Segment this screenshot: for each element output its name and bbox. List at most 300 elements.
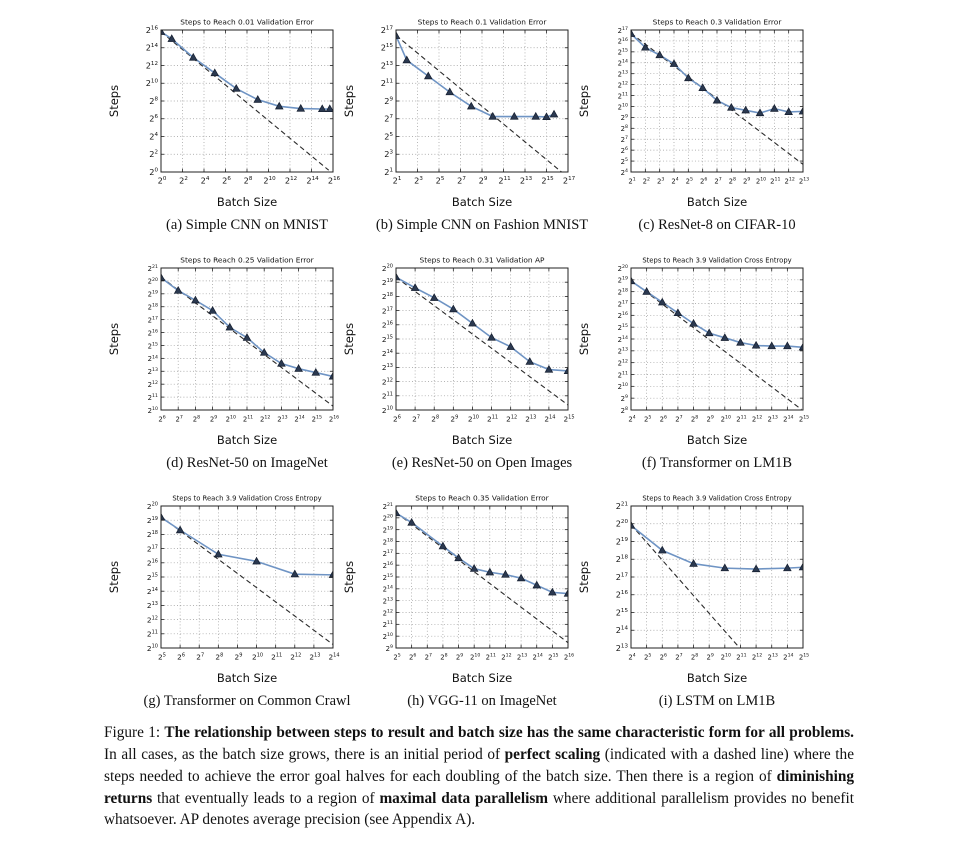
y-tick-label: $2^{13}$	[147, 368, 158, 377]
x-tick-label: $2^{13}$	[519, 175, 533, 186]
y-tick-label: $2^9$	[384, 95, 393, 106]
chart-simple-cnn-fashion-mnist	[340, 14, 575, 214]
x-tick-label: $2^7$	[714, 177, 722, 186]
steps-curve	[396, 277, 568, 371]
caption-text-segment: Figure 1:	[104, 724, 165, 741]
y-tick-label: $2^{17}$	[382, 550, 393, 559]
y-tick-label: $2^{15}$	[617, 323, 628, 332]
grid-lines	[396, 268, 568, 410]
x-tick-label: $2^{13}$	[309, 652, 321, 662]
x-tick-label: $2^0$	[157, 175, 167, 186]
x-tick-label: $2^1$	[392, 175, 402, 186]
x-axis-label: Batch Size	[686, 195, 748, 209]
x-tick-label: $2^{10}$	[263, 175, 276, 186]
y-tick-label: $2^{13}$	[615, 642, 628, 653]
y-tick-label: $2^{17}$	[381, 306, 393, 316]
x-axis-label: Batch Size	[686, 671, 748, 685]
y-tick-label: $2^{10}$	[617, 383, 628, 392]
y-tick-label: $2^{10}$	[382, 632, 393, 641]
x-tick-label: $2^6$	[659, 415, 667, 424]
y-tick-label: $2^{13}$	[617, 70, 628, 79]
x-tick-label: $2^2$	[642, 177, 651, 186]
y-tick-label: $2^{19}$	[147, 290, 158, 299]
subcaption-g	[143, 693, 351, 710]
y-tick-label: $2^{13}$	[380, 60, 393, 71]
x-tick-label: $2^6$	[158, 415, 166, 424]
y-tick-label: $2^{17}$	[617, 300, 628, 309]
chart-title: Steps to Reach 0.3 Validation Error	[652, 17, 782, 27]
chart-resnet50-imagenet	[105, 252, 340, 452]
y-tick-label: $2^{19}$	[617, 276, 628, 285]
x-tick-label: $2^{14}$	[532, 653, 543, 662]
y-tick-label: $2^5$	[620, 157, 628, 166]
data-marker	[450, 305, 457, 312]
grid-lines	[631, 506, 803, 648]
x-tick-label: $2^{15}$	[311, 415, 322, 424]
y-tick-label: $2^3$	[384, 149, 393, 160]
x-tick-label: $2^{16}$	[328, 415, 340, 424]
y-tick-label: $2^{20}$	[615, 518, 628, 529]
subcaption-i-text: (i) LSTM on LM1B	[658, 693, 776, 709]
data-layer	[627, 522, 806, 647]
chart-title: Steps to Reach 0.31 Validation AP	[419, 255, 545, 265]
data-layer	[157, 28, 333, 170]
y-tick-label: $2^{14}$	[617, 59, 628, 68]
data-marker	[771, 105, 778, 112]
y-axis-label: Steps	[577, 322, 591, 356]
y-tick-label: $2^{10}$	[381, 405, 393, 415]
x-tick-label: $2^{12}$	[290, 652, 302, 662]
x-tick-label: $2^5$	[643, 415, 652, 424]
steps-curve	[396, 36, 554, 117]
y-tick-label: $2^{15}$	[617, 48, 628, 57]
x-tick-label: $2^{15}$	[541, 175, 554, 186]
y-axis-label: Steps	[342, 84, 356, 118]
x-tick-label: $2^4$	[628, 653, 636, 662]
caption-text-segment: that eventually leads to a region of	[152, 789, 380, 807]
x-tick-label: $2^{13}$	[767, 415, 778, 424]
y-tick-label: $2^{17}$	[615, 571, 628, 582]
data-layer	[392, 509, 571, 642]
x-tick-label: $2^8$	[728, 177, 737, 186]
y-tick-label: $2^{11}$	[382, 621, 393, 630]
steps-curve	[161, 32, 330, 109]
x-tick-label: $2^7$	[675, 653, 683, 662]
y-axis-label: Steps	[107, 84, 121, 118]
x-tick-label: $2^{13}$	[516, 653, 528, 662]
data-marker	[403, 56, 410, 63]
x-tick-label: $2^{12}$	[506, 414, 518, 424]
data-marker	[209, 307, 216, 314]
x-axis-label: Batch Size	[216, 195, 278, 209]
subcaption-c-text: (c) ResNet-8 on CIFAR-10	[638, 217, 796, 233]
grid-lines	[631, 268, 803, 410]
x-tick-label: $2^{10}$	[225, 415, 236, 424]
subcaption-d	[161, 455, 333, 472]
figure-panels-grid	[105, 14, 810, 728]
data-marker	[550, 110, 557, 117]
y-tick-label: $2^{16}$	[382, 561, 393, 570]
y-tick-label: $2^{17}$	[146, 544, 158, 554]
subcaption-a	[161, 217, 333, 234]
figure-panel-d	[105, 252, 340, 490]
x-axis-label: Batch Size	[451, 433, 513, 447]
chart-vgg11-imagenet	[340, 490, 575, 690]
y-tick-label: $2^{13}$	[382, 597, 393, 606]
y-tick-label: $2^5$	[384, 131, 393, 142]
x-tick-label: $2^{15}$	[798, 415, 810, 424]
data-marker	[408, 519, 415, 526]
subcaption-d-text: (d) ResNet-50 on ImageNet	[166, 455, 328, 471]
y-tick-label: $2^{18}$	[146, 530, 158, 540]
x-tick-label: $2^9$	[234, 652, 243, 662]
y-tick-label: $2^{12}$	[382, 609, 393, 618]
chart-title: Steps to Reach 3.9 Validation Cross Entropy	[642, 256, 792, 265]
x-tick-label: $2^{10}$	[252, 652, 264, 662]
y-tick-label: $2^{16}$	[146, 558, 158, 568]
steps-curve	[161, 517, 333, 575]
steps-curve	[631, 526, 803, 569]
x-tick-label: $2^{11}$	[498, 175, 511, 186]
data-marker	[470, 565, 477, 572]
y-tick-label: $2^{10}$	[147, 406, 158, 415]
y-tick-label: $2^{21}$	[382, 502, 393, 511]
data-marker	[215, 550, 222, 557]
x-tick-label: $2^9$	[450, 414, 459, 424]
y-tick-label: $2^8$	[149, 95, 158, 106]
y-tick-label: $2^{16}$	[615, 589, 628, 600]
caption-text-segment: where additional parallelism provides no benefit whatsoever. AP denotes average precision (see Appendix A).	[104, 789, 854, 829]
y-tick-label: $2^4$	[149, 131, 158, 142]
x-tick-label: $2^5$	[158, 652, 166, 662]
y-tick-label: $2^8$	[620, 406, 628, 415]
subcaption-f	[631, 455, 803, 472]
y-tick-label: $2^{15}$	[382, 573, 393, 582]
x-tick-label: $2^{12}$	[260, 415, 271, 424]
x-tick-label: $2^{16}$	[563, 653, 575, 662]
y-tick-label: $2^{12}$	[381, 377, 393, 387]
x-tick-label: $2^{12}$	[784, 177, 795, 186]
x-tick-label: $2^{10}$	[467, 414, 479, 424]
x-tick-label: $2^8$	[243, 175, 253, 186]
y-tick-label: $2^{19}$	[381, 277, 393, 287]
y-tick-label: $2^{16}$	[617, 312, 628, 321]
x-tick-label: $2^8$	[690, 653, 699, 662]
x-tick-label: $2^9$	[455, 653, 464, 662]
grid-lines	[161, 506, 333, 648]
x-tick-label: $2^8$	[192, 415, 201, 424]
y-tick-label: $2^{21}$	[147, 264, 158, 273]
figure-panel-e	[340, 252, 575, 490]
x-tick-label: $2^{10}$	[755, 177, 767, 186]
x-tick-label: $2^{15}$	[563, 414, 575, 424]
x-tick-label: $2^{15}$	[798, 653, 810, 662]
y-tick-label: $2^{13}$	[146, 601, 158, 611]
x-tick-label: $2^3$	[656, 177, 665, 186]
x-tick-label: $2^9$	[478, 175, 488, 186]
y-tick-label: $2^{15}$	[381, 334, 393, 344]
y-tick-label: $2^{18}$	[617, 288, 628, 297]
steps-curve	[631, 281, 803, 347]
perfect-scaling-dashline	[161, 32, 329, 170]
y-tick-label: $2^{14}$	[617, 335, 628, 344]
x-tick-label: $2^7$	[675, 415, 683, 424]
y-tick-label: $2^{17}$	[147, 316, 158, 325]
x-tick-label: $2^3$	[414, 175, 423, 186]
chart-title: Steps to Reach 0.25 Validation Error	[180, 255, 314, 265]
y-tick-label: $2^{15}$	[147, 342, 158, 351]
x-tick-label: $2^1$	[628, 177, 636, 186]
x-tick-label: $2^8$	[440, 653, 448, 662]
x-tick-label: $2^{14}$	[328, 652, 340, 662]
caption-text-segment: (indicated with a dashed line) where the steps needed to achieve the error goal halves for each doubling of the batch size. Then there is a region of	[104, 745, 854, 785]
y-tick-label: $2^{18}$	[615, 554, 628, 565]
x-tick-label: $2^8$	[431, 414, 440, 424]
x-tick-label: $2^5$	[435, 175, 445, 186]
x-tick-label: $2^5$	[643, 653, 652, 662]
caption-bold-segment: The relationship between steps to result and batch size has the same characteristic form for all problems.	[164, 724, 854, 741]
y-tick-label: $2^{11}$	[381, 391, 393, 401]
x-tick-label: $2^6$	[393, 414, 401, 424]
x-tick-label: $2^{14}$	[783, 415, 794, 424]
subcaption-f-text: (f) Transformer on LM1B	[641, 455, 793, 471]
y-tick-label: $2^{16}$	[381, 320, 393, 330]
x-tick-label: $2^{13}$	[277, 415, 288, 424]
y-tick-label: $2^7$	[384, 113, 393, 124]
x-tick-label: $2^7$	[457, 175, 466, 186]
x-axis-label: Batch Size	[216, 433, 278, 447]
y-tick-label: $2^9$	[620, 114, 628, 123]
y-axis-label: Steps	[577, 84, 591, 118]
subcaption-i	[631, 693, 803, 710]
figure-panel-h	[340, 490, 575, 728]
x-tick-label: $2^7$	[424, 653, 432, 662]
perfect-scaling-dashline	[396, 513, 568, 643]
figure-caption	[104, 722, 854, 831]
data-marker	[705, 329, 712, 336]
y-tick-label: $2^{12}$	[146, 615, 158, 625]
figure-panel-g	[105, 490, 351, 728]
y-tick-label: $2^{20}$	[617, 264, 628, 273]
x-tick-label: $2^9$	[209, 415, 218, 424]
x-tick-label: $2^4$	[200, 175, 210, 186]
figure-panel-c	[575, 14, 810, 252]
subcaption-e	[391, 455, 573, 472]
y-tick-label: $2^{10}$	[617, 103, 628, 112]
caption-bold-segment: maximal data parallelism	[379, 789, 549, 807]
x-tick-label: $2^{11}$	[736, 415, 747, 424]
y-tick-label: $2^1$	[384, 166, 393, 177]
y-tick-label: $2^{14}$	[381, 348, 393, 358]
y-tick-label: $2^{20}$	[381, 263, 393, 273]
chart-title: Steps to Reach 0.35 Validation Error	[415, 493, 549, 503]
x-tick-label: $2^8$	[690, 415, 699, 424]
x-axis-label: Batch Size	[451, 671, 513, 685]
subcaption-h-text: (h) VGG-11 on ImageNet	[407, 693, 557, 709]
y-tick-label: $2^{15}$	[615, 607, 628, 618]
x-tick-label: $2^6$	[659, 653, 667, 662]
data-marker	[643, 288, 650, 295]
y-tick-label: $2^{11}$	[380, 78, 393, 89]
chart-transformer-common-crawl	[105, 490, 340, 690]
x-tick-label: $2^6$	[222, 175, 231, 186]
data-layer	[627, 277, 806, 409]
figure-panel-b	[340, 14, 589, 252]
chart-title: Steps to Reach 0.01 Validation Error	[180, 17, 314, 27]
y-tick-label: $2^{17}$	[617, 26, 628, 35]
x-tick-label: $2^{14}$	[783, 653, 794, 662]
y-tick-label: $2^{10}$	[145, 78, 158, 89]
data-layer	[392, 32, 561, 172]
y-tick-label: $2^{20}$	[147, 277, 158, 286]
y-tick-label: $2^{21}$	[615, 500, 628, 511]
chart-title: Steps to Reach 3.9 Validation Cross Entropy	[172, 494, 322, 503]
data-marker	[468, 102, 475, 109]
caption-bold-segment: perfect scaling	[504, 745, 601, 763]
x-tick-label: $2^{11}$	[487, 414, 499, 424]
y-tick-label: $2^{14}$	[382, 585, 393, 594]
x-tick-label: $2^{12}$	[751, 415, 763, 424]
y-tick-label: $2^{14}$	[615, 625, 628, 636]
x-tick-label: $2^7$	[196, 652, 205, 662]
x-tick-label: $2^{12}$	[284, 175, 298, 186]
y-tick-label: $2^6$	[149, 113, 158, 124]
y-tick-label: $2^{15}$	[380, 42, 393, 53]
y-tick-label: $2^8$	[620, 125, 628, 134]
x-tick-label: $2^7$	[412, 414, 421, 424]
perfect-scaling-dashline	[396, 35, 562, 172]
subcaption-g-text: (g) Transformer on Common Crawl	[143, 693, 351, 709]
x-tick-label: $2^{13}$	[525, 414, 537, 424]
x-tick-label: $2^9$	[742, 177, 751, 186]
chart-resnet8-cifar10	[575, 14, 810, 214]
x-tick-label: $2^{11}$	[242, 415, 254, 424]
x-tick-label: $2^{11}$	[770, 177, 781, 186]
y-tick-label: $2^{17}$	[380, 24, 393, 35]
y-tick-label: $2^{11}$	[617, 371, 628, 380]
perfect-scaling-dashline	[161, 517, 333, 645]
x-tick-label: $2^{10}$	[470, 653, 481, 662]
y-tick-label: $2^4$	[620, 168, 628, 177]
y-tick-label: $2^{11}$	[146, 629, 158, 639]
y-tick-label: $2^9$	[385, 644, 393, 653]
x-tick-label: $2^{14}$	[306, 175, 319, 186]
data-marker	[670, 60, 677, 67]
chart-title: Steps to Reach 3.9 Validation Cross Entropy	[642, 494, 792, 503]
chart-resnet50-open-images	[340, 252, 575, 452]
x-tick-label: $2^{12}$	[751, 653, 763, 662]
x-tick-label: $2^{15}$	[548, 653, 559, 662]
y-tick-label: $2^{12}$	[617, 359, 628, 368]
y-tick-label: $2^{16}$	[617, 37, 628, 46]
caption-text-segment: In all cases, as the batch size grows, there is an initial period of	[104, 745, 505, 763]
subcaption-h	[396, 693, 568, 710]
data-marker	[690, 320, 697, 327]
figure-panel-f	[575, 252, 810, 490]
y-axis-label: Steps	[342, 322, 356, 356]
x-tick-label: $2^4$	[628, 415, 636, 424]
x-tick-label: $2^{16}$	[327, 175, 340, 186]
y-tick-label: $2^{13}$	[381, 363, 393, 373]
y-axis-label: Steps	[107, 322, 121, 356]
data-marker	[233, 85, 240, 92]
y-tick-label: $2^0$	[149, 166, 158, 177]
data-marker	[674, 309, 681, 316]
y-tick-label: $2^{20}$	[146, 501, 158, 511]
y-tick-label: $2^{19}$	[382, 526, 393, 535]
x-tick-label: $2^7$	[175, 415, 183, 424]
subcaption-e-text: (e) ResNet-50 on Open Images	[391, 455, 573, 471]
x-axis-label: Batch Size	[216, 671, 278, 685]
perfect-scaling-dashline	[631, 525, 739, 647]
data-marker	[211, 69, 218, 76]
x-tick-label: $2^{14}$	[544, 414, 556, 424]
y-tick-label: $2^{16}$	[147, 329, 158, 338]
chart-lstm-lm1b	[575, 490, 810, 690]
x-tick-label: $2^6$	[177, 652, 186, 662]
x-tick-label: $2^4$	[671, 177, 679, 186]
x-tick-label: $2^{12}$	[501, 653, 512, 662]
grid-lines	[396, 30, 568, 172]
x-tick-label: $2^9$	[706, 653, 714, 662]
x-tick-label: $2^{13}$	[767, 653, 778, 662]
y-tick-label: $2^{18}$	[147, 303, 158, 312]
y-tick-label: $2^{11}$	[147, 393, 158, 402]
y-tick-label: $2^6$	[620, 146, 628, 155]
y-tick-label: $2^{14}$	[147, 355, 158, 364]
y-tick-label: $2^{18}$	[381, 292, 393, 302]
x-tick-label: $2^2$	[179, 175, 188, 186]
x-tick-label: $2^{10}$	[720, 653, 731, 662]
subcaption-b-text: (b) Simple CNN on Fashion MNIST	[375, 217, 589, 233]
y-tick-label: $2^7$	[620, 136, 628, 145]
x-tick-label: $2^{10}$	[720, 415, 731, 424]
perfect-scaling-dashline	[631, 280, 801, 409]
y-tick-label: $2^{12}$	[617, 81, 628, 90]
x-tick-label: $2^{14}$	[294, 415, 305, 424]
x-axis-label: Batch Size	[451, 195, 513, 209]
figure-panel-a	[105, 14, 340, 252]
data-layer	[157, 513, 336, 644]
y-axis-label: Steps	[577, 560, 591, 594]
x-tick-label: $2^8$	[215, 652, 224, 662]
x-tick-label: $2^5$	[393, 653, 401, 662]
y-tick-label: $2^{14}$	[146, 586, 158, 596]
x-tick-label: $2^9$	[706, 415, 714, 424]
chart-transformer-lm1b	[575, 252, 810, 452]
x-tick-label: $2^5$	[685, 177, 694, 186]
y-tick-label: $2^{15}$	[146, 572, 158, 582]
y-tick-label: $2^{18}$	[382, 538, 393, 547]
chart-simple-cnn-mnist	[105, 14, 340, 214]
figure-panel-i	[575, 490, 810, 728]
x-tick-label: $2^6$	[408, 653, 417, 662]
chart-title: Steps to Reach 0.1 Validation Error	[417, 17, 547, 27]
y-tick-label: $2^{14}$	[145, 42, 158, 53]
x-tick-label: $2^{13}$	[798, 177, 810, 186]
x-tick-label: $2^{11}$	[485, 653, 496, 662]
y-tick-label: $2^{10}$	[146, 643, 158, 653]
y-tick-label: $2^2$	[149, 149, 158, 160]
y-tick-label: $2^{19}$	[146, 515, 158, 525]
y-tick-label: $2^{12}$	[145, 60, 158, 71]
y-tick-label: $2^{19}$	[615, 536, 628, 547]
y-axis-label: Steps	[342, 560, 356, 594]
x-tick-label: $2^{11}$	[736, 653, 747, 662]
data-marker	[699, 84, 706, 91]
y-tick-label: $2^{12}$	[147, 380, 158, 389]
y-tick-label: $2^{16}$	[145, 24, 158, 35]
